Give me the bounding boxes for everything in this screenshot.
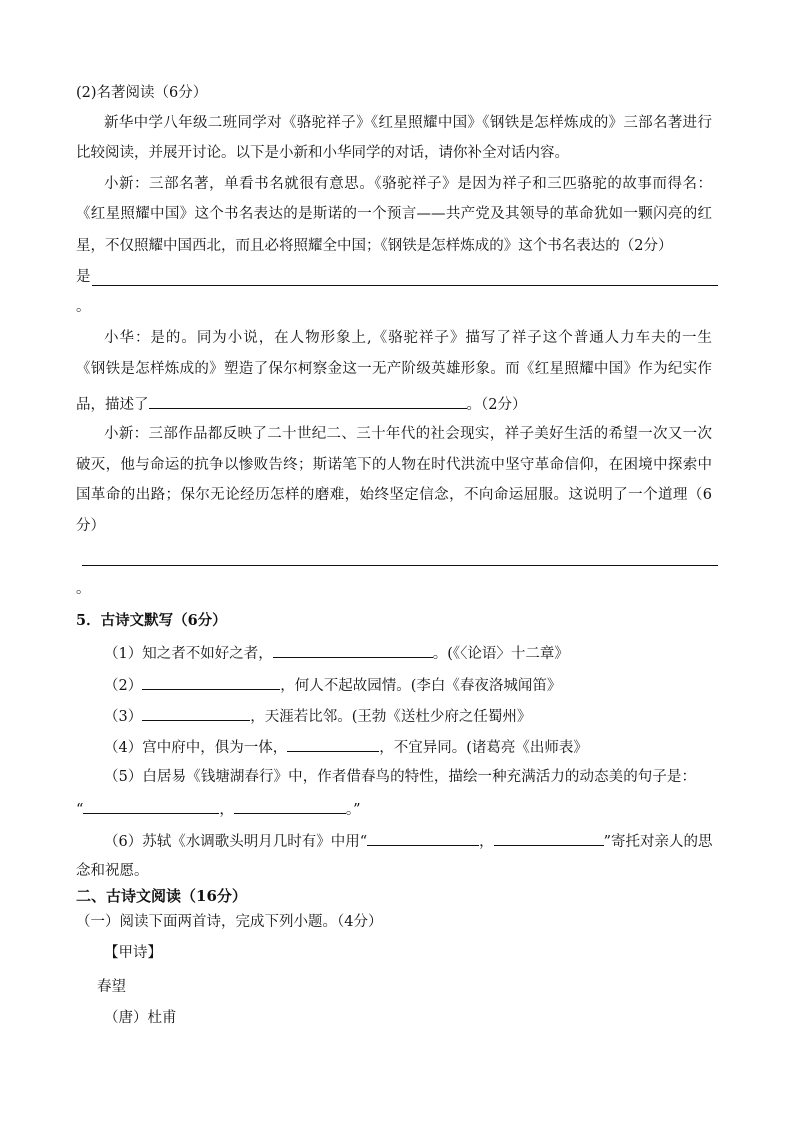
q5-item1 (104, 642, 569, 662)
q5-heading: 5．古诗文默写（6分） (76, 612, 227, 629)
q5-item5-line1: （5）白居易《钱塘湖春行》中，作者借春鸟的特性，描绘一种充满活力的动态美的句子是： (104, 769, 696, 785)
answer-line-book-title[interactable] (92, 285, 718, 286)
q5-item2 (104, 674, 561, 694)
poem-title: 春望 (97, 979, 126, 995)
hua-line2: 《钢铁是怎样炼成的》塑造了保尔柯察金这一无产阶级英雄形象。而《红星照耀中国》作为纪实作 (76, 361, 712, 377)
q5-item5-open-quote: “ (76, 802, 84, 818)
q5-item6-prefix: （6）苏轼《水调歌头明月几时有》中用“ (104, 834, 368, 850)
hua-line1: 小华：是的。同为小说，在人物形象上,《骆驼祥子》描写了祥子这个普通人力车夫的一生 (104, 330, 712, 346)
q5-item1-prefix: （1）知之者不如好之者， (104, 646, 273, 662)
q5-item5-line2 (76, 798, 361, 818)
q5-item1-blank[interactable] (273, 642, 433, 658)
poem-jia-label: 【甲诗】 (104, 945, 162, 961)
hua-line3 (76, 393, 526, 413)
reading-intro-line2: 比较阅读，并展开讨论。以下是小新和小华同学的对话，请你补全对话内容。 (76, 145, 569, 161)
q5-item1-suffix: 。(《〈论语〉十二章》 (432, 646, 569, 662)
xin1-line1: 小新：三部名著，单看书名就很有意思。《骆驼祥子》是因为祥子和三匹骆驼的故事而得名： (104, 176, 712, 192)
hua-line3-prefix: 品，描述了 (76, 397, 149, 413)
q5-item5-close: 。” (345, 802, 361, 818)
q5-item3 (104, 705, 531, 725)
section2-heading: 二、古诗文阅读（16分） (76, 887, 247, 905)
period-mark-2: 。 (76, 581, 91, 597)
section2-subheading: （一）阅读下面两首诗，完成下列小题。（4分） (76, 914, 383, 930)
xin2-line3: 国革命的出路；保尔无论经历怎样的磨难，始终坚定信念，不向命运屈服。这说明了一个道理（6 (76, 487, 712, 503)
xin1-line2: 《红星照耀中国》这个书名表达的是斯诺的一个预言——共产党及其领导的革命犹如一颗闪亮的红 (76, 206, 712, 222)
q5-item6-blank2[interactable] (494, 830, 604, 846)
hua-line3-suffix: 。（2分） (466, 397, 527, 413)
q5-item5-blank1[interactable] (83, 798, 219, 814)
q5-item4-suffix: ，不宜异同。(诸葛亮《出师表》 (379, 740, 588, 756)
q5-item5-blank2[interactable] (234, 798, 346, 814)
xin2-line2: 破灭，他与命运的抗争以惨败告终；斯诺笔下的人物在时代洪流中坚守革命信仰，在困境中探索中 (76, 457, 712, 473)
answer-line-lesson[interactable] (82, 565, 718, 566)
q5-item6-blank1[interactable] (367, 830, 479, 846)
q5-item3-suffix: ，天涯若比邻。(王勃《送杜少府之任蜀州》 (250, 709, 532, 725)
reading-heading: (2)名著阅读（6分） (76, 85, 208, 101)
q5-item2-suffix: ，何人不起故园情。(李白《春夜洛城闻笛》 (280, 678, 562, 694)
q5-item2-prefix: （2） (104, 678, 143, 694)
xin2-line4: 分） (76, 518, 105, 534)
q5-item5-comma: ， (219, 802, 234, 818)
reading-intro-line1: 新华中学八年级二班同学对《骆驼祥子》《红星照耀中国》《钢铁是怎样炼成的》三部名著进行 (104, 115, 712, 131)
q5-item6-suffix: ”寄托对亲人的思 (603, 834, 713, 850)
xin2-line1: 小新：三部作品都反映了二十世纪二、三十年代的社会现实，祥子美好生活的希望一次又一次 (104, 426, 712, 442)
period-mark: 。 (76, 299, 91, 315)
q5-item3-blank[interactable] (142, 705, 250, 721)
q5-item4-blank[interactable] (287, 736, 379, 752)
poem-author: （唐）杜甫 (104, 1010, 177, 1026)
q5-item3-prefix: （3） (104, 709, 143, 725)
q5-item6-line2: 念和祝愿。 (76, 863, 149, 879)
answer-blank-description[interactable] (149, 393, 467, 409)
q5-item2-blank[interactable] (142, 674, 280, 690)
q5-item4 (104, 736, 588, 756)
q5-item6-line1 (104, 830, 713, 850)
xin1-line3: 星，不仅照耀中国西北，而且必将照耀全中国；《钢铁是怎样炼成的》这个书名表达的（2分） (76, 238, 673, 254)
q5-item6-comma: ， (479, 834, 494, 850)
xin1-line4-prefix: 是 (76, 269, 91, 285)
q5-item4-prefix: （4）宫中府中，俱为一体， (104, 740, 288, 756)
